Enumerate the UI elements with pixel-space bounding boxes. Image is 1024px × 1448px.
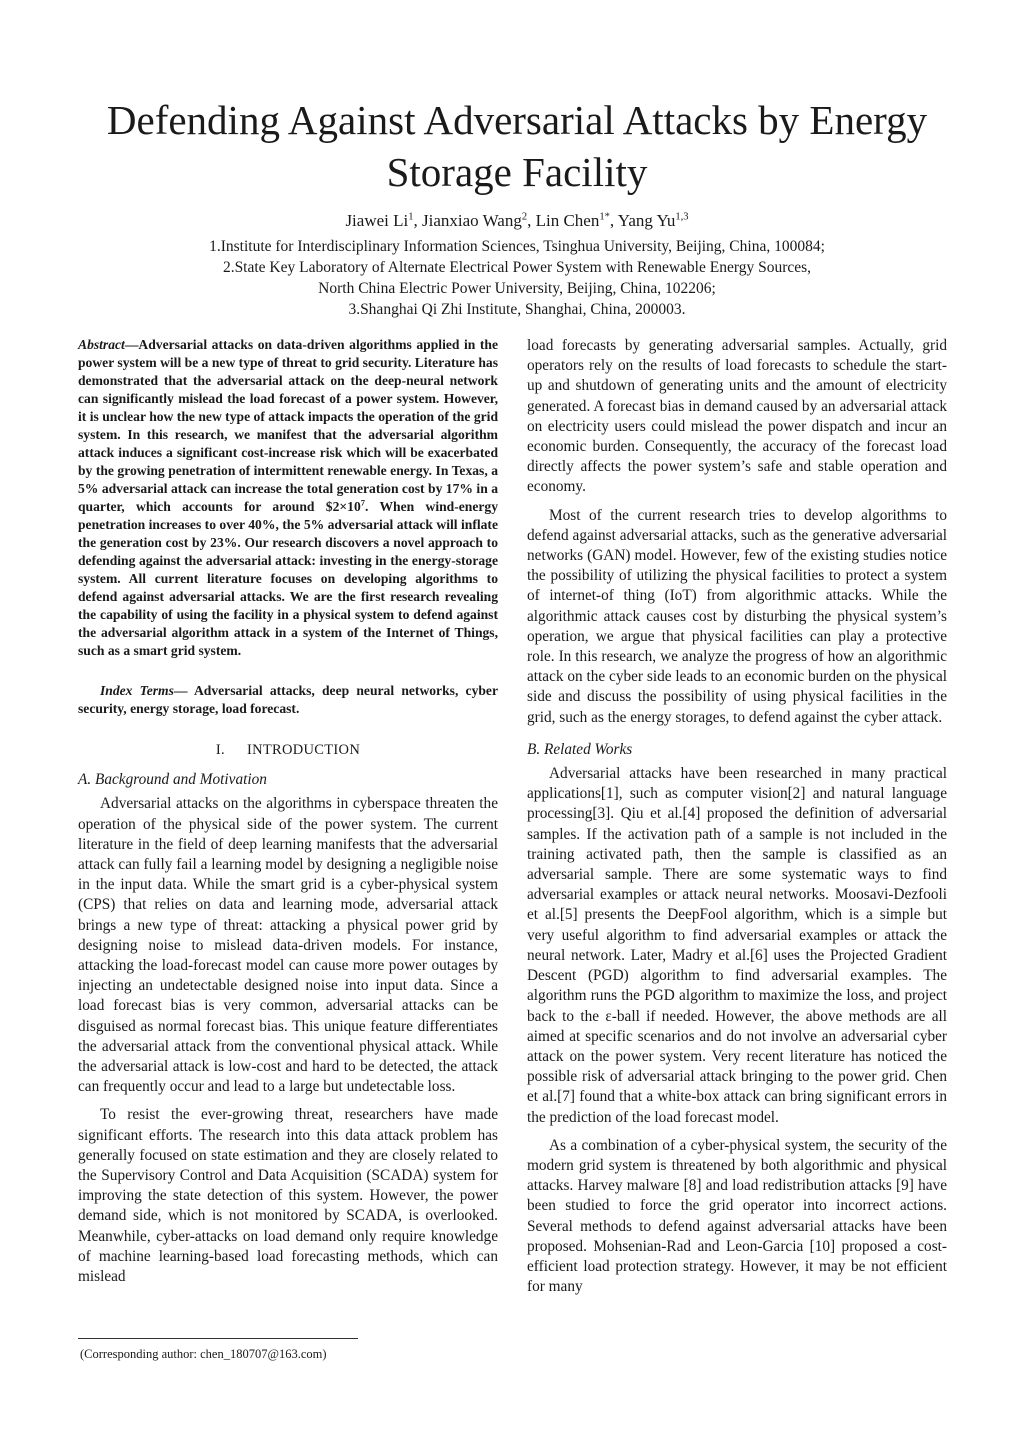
section-number: I. <box>215 742 225 758</box>
author-affil-mark: 1* <box>599 211 610 223</box>
author-name: Lin Chen <box>535 211 600 230</box>
affiliations <box>60 236 974 320</box>
index-terms <box>78 682 498 718</box>
abstract-exponent: 7 <box>360 497 365 508</box>
index-terms-text: — Adversarial attacks, deep neural networks, cyber security, energy storage, load forecast. <box>78 683 498 716</box>
body-paragraph: Most of the current research tries to develop algorithms to defend against adversarial attacks, such as the generative adversarial networks (GAN) model. However, few of the existing studies notice the possibility of utilizing the physical facilities to protect a system of internet-of thing (IoT) from algorithmic attacks. While the algorithmic attack causes cost by disturbing the physical system’s operation, we argue that physical facilities can play a protective role. In this research, we analyze the progress of how an algorithmic attack on the cyber side leads to an economic burden on the physical side and discuss the possibility of using physical facilities in the grid, such as the energy storages, to defend against the cyber attack. <box>527 506 947 726</box>
author-name: Jianxiao Wang <box>422 211 522 230</box>
subsection-heading-related-works: B. Related Works <box>527 740 633 758</box>
affiliation-line: 2.State Key Laboratory of Alternate Electrical Power System with Renewable Energy Sources, <box>222 259 812 276</box>
right-column <box>527 336 947 1305</box>
abstract-text: —Adversarial attacks on data-driven algorithms applied in the power system will be a new type of threat to grid security. Literature has demonstrated that the adversarial attack on the deep-neural network can significantly mislead the load forecast of a power system. However, it is unclear how the new type of attack impacts the operation of the grid system. In this research, we manifest that the adversarial algorithm attack induces a significant cost-increase risk which will be exacerbated by the growing penetration of intermittent renewable energy. In Texas, a 5% adversarial attack can increase the total generation cost by 17% in a quarter, which accounts for around $2×10 <box>78 337 498 514</box>
abstract <box>78 336 498 660</box>
body-paragraph: Adversarial attacks have been researched in many practical applications[1], such as computer vision[2] and natural language processing[3]. Qiu et al.[4] proposed the definition of adversarial samples. If the activation path of a sample is not included in the training activated path, then the sample is classified as an adversarial sample. There are some systematic ways to find adversarial examples or attack neural networks. Moosavi-Dezfooli et al.[5] presents the DeepFool algorithm, which is a simple but very useful algorithm to find adversarial examples or attack the neural network. Later, Madry et al.[6] uses the Projected Gradient Descent (PGD) algorithm to find adversarial examples. The algorithm runs the PGD algorithm to maximize the loss, and project back to the ε-ball if needed. However, the above methods are all aimed at specific scenarios and do not involve an adversarial cyber attack on the power system. Very recent literature has noticed the possible risk of adversarial attack bringing to the power grid. Chen et al.[7] found that a white-box attack can bring significant errors in the prediction of the load forecast model. <box>527 765 947 1126</box>
affiliation-line: 3.Shanghai Qi Zhi Institute, Shanghai, China, 200003. <box>348 301 686 318</box>
paper-title: Defending Against Adversarial Attacks by Energy Storage Facility <box>106 97 928 195</box>
index-terms-label: Index Terms <box>100 683 174 698</box>
author-affil-mark: 2 <box>521 211 528 223</box>
author-name: Jiawei Li <box>345 211 409 230</box>
body-paragraph: As a combination of a cyber-physical system, the security of the modern grid system is threatened by both algorithmic and physical attacks. Harvey malware [8] and load redistribution attacks [9] have been studied to force the grid operator into incorrect actions. Several methods to defend against adversarial attacks have been proposed. Mohsenian-Rad and Leon-Garcia [10] proposed a cost-efficient load protection strategy. However, it may be not efficient for many <box>527 1136 947 1296</box>
abstract-text-cont: . When wind-energy penetration increases to over 40%, the 5% adversarial attack will inflate the generation cost by 23%. Our research discovers a novel approach to defending against the adversarial attack: investing in the energy-storage system. All current literature focuses on developing algorithms to defend against adversarial attacks. We are the first research revealing the capability of using the facility in a physical system to defend against the adversarial algorithm attack in a system of the Internet of Things, such as a smart grid system. <box>78 499 499 658</box>
left-column <box>78 336 498 1295</box>
affiliation-line: 1.Institute for Interdisciplinary Information Sciences, Tsinghua University, Beijing, China, 100084; <box>209 238 825 255</box>
abstract-label: Abstract <box>78 337 125 352</box>
body-paragraph: load forecasts by generating adversarial samples. Actually, grid operators rely on the results of load forecasts to schedule the start-up and shutdown of generating units and the amount of electricity generated. A forecast bias in demand caused by an adversarial attack on electricity users could mislead the power dispatch and incur an economic burden. Consequently, the accuracy of the forecast load directly affects the power system’s safe and stable operation and economy. <box>527 337 947 496</box>
subsection-heading-background: A. Background and Motivation <box>78 771 267 789</box>
section-title: INTRODUCTION <box>246 742 361 758</box>
author-name: Yang Yu <box>617 211 676 230</box>
author-affil-mark: 1 <box>408 211 414 223</box>
author-list: Jiawei Li$^1$, Jianxiao Wang$^2$, Lin Chen$^{1*}$, Yang Yu$^{1,3}$ <box>345 211 689 230</box>
corresponding-author-footnote: (Corresponding author: chen_180707@163.com) <box>80 1347 327 1361</box>
footnote-divider <box>78 1338 358 1339</box>
author-affil-mark: 1,3 <box>675 211 689 223</box>
affiliation-line: North China Electric Power University, Beijing, China, 102206; <box>318 280 716 297</box>
body-paragraph: Adversarial attacks on the algorithms in cyberspace threaten the operation of the physical side of the power system. The current literature in the field of deep learning manifests that the adversarial attack can fully fail a learning model by designing a negligible noise in the input data. While the smart grid is a cyber-physical system (CPS) that relies on data and learning mode, adversarial attack brings a new type of threat: attacking a physical power grid by designing noise to mislead data-driven models. For instance, attacking the load-forecast model can cause more power outages by injecting an undetectable designed noise into input data. Since a load forecast bias is very common, adversarial attacks can be disguised as normal forecast bias. This unique feature differentiates the adversarial attack from the conventional physical attack. While the adversarial attack is low-cost and hard to be detected, the attack can frequently occur and lead to a large but undetectable loss. <box>78 795 498 1096</box>
section-heading-introduction <box>78 740 498 760</box>
body-paragraph: To resist the ever-growing threat, researchers have made significant efforts. The research into this data attack problem has generally focused on state estimation and they are closely related to the Supervisory Control and Data Acquisition (SCADA) system for improving the state detection of this system. However, the power demand side, which is not monitored by SCADA, is overlooked. Meanwhile, cyber-attacks on load demand only require knowledge of machine learning-based load forecasting methods, which can mislead <box>78 1106 498 1286</box>
